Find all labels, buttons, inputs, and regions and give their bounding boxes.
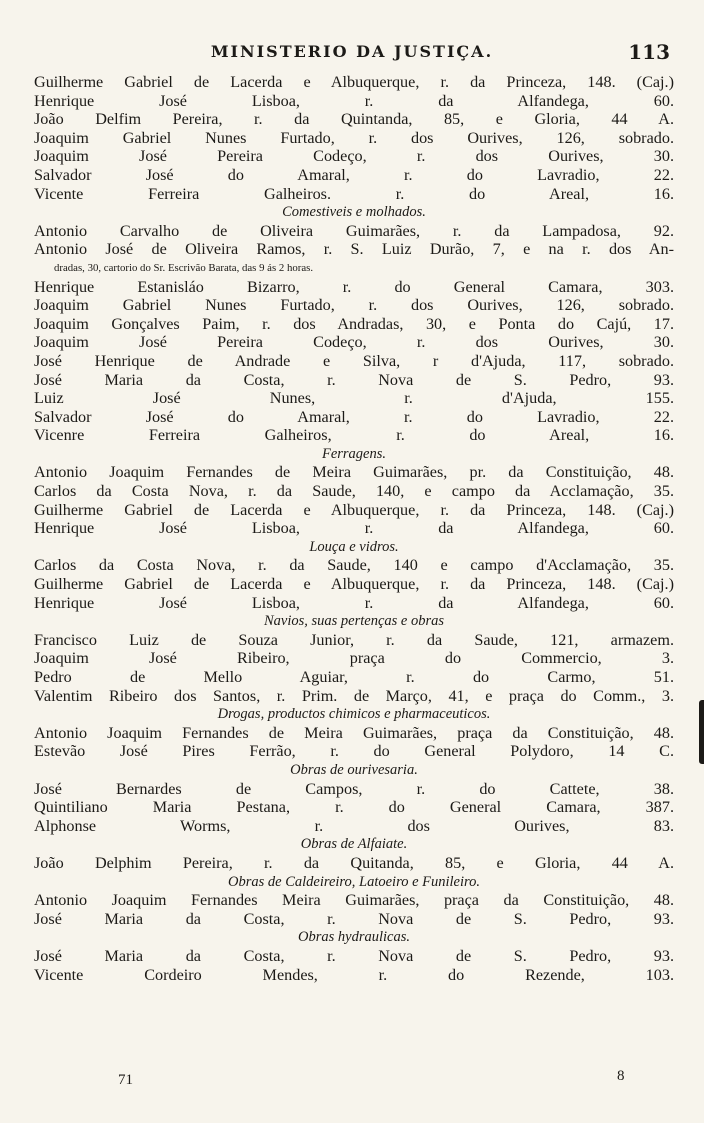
entry-line: Antonio Joaquim Fernandes de Meira Guimarães, praça da Constituição, 48.	[34, 723, 674, 742]
directory-listing	[34, 73, 674, 984]
header-title: MINISTERIO DA JUSTIÇA.	[210, 42, 494, 61]
signature-mark-left: 71	[118, 1072, 133, 1088]
section-heading: Obras de Alfaiate.	[300, 836, 408, 853]
page-edge-mark	[699, 700, 704, 764]
entry-line: José Maria da Costa, r. Nova de S. Pedro, 93.	[34, 370, 674, 389]
entry-line: Quintiliano Maria Pestana, r. do General Camara, 387.	[34, 798, 674, 817]
entry-line: Joaquim Gabriel Nunes Furtado, r. dos Ourives, 126, sobrado.	[34, 128, 674, 147]
entry-line: Luiz José Nunes, r. d'Ajuda, 155.	[34, 389, 674, 408]
entry-line: Guilherme Gabriel de Lacerda e Albuquerque, r. da Princeza, 148. (Caj.)	[34, 575, 674, 594]
entry-line: Francisco Luiz de Souza Junior, r. da Saude, 121, armazem.	[34, 630, 674, 649]
entry-line: José Maria da Costa, r. Nova de S. Pedro, 93.	[34, 909, 674, 928]
section-heading: Comestiveis e molhados.	[282, 204, 426, 221]
entry-line: Antonio Joaquim Fernandes de Meira Guimarães, pr. da Constituição, 48.	[34, 463, 674, 482]
entry-line: Guilherme Gabriel de Lacerda e Albuquerque, r. da Princeza, 148. (Caj.)	[34, 73, 674, 91]
entry-line: Joaquim José Pereira Codeço, r. dos Ourives, 30.	[34, 333, 674, 352]
entry-line: Henrique José Lisboa, r. da Alfandega, 60.	[34, 91, 674, 110]
section-heading: Navios, suas pertenças e obras	[263, 613, 445, 630]
section-heading: Ferragens.	[321, 445, 387, 462]
entry-line: Antonio Carvalho de Oliveira Guimarães, r. da Lampadosa, 92.	[34, 221, 674, 240]
entry-line: João Delphim Pereira, r. da Quitanda, 85, e Gloria, 44 A.	[34, 853, 674, 872]
entry-line: Joaquim Gonçalves Paim, r. dos Andradas, 30, e Ponta do Cajú, 17.	[34, 314, 674, 333]
section-heading: Obras de Caldeireiro, Latoeiro e Funileiro.	[228, 873, 480, 890]
entry-line: Joaquim José Pereira Codeço, r. dos Ourives, 30.	[34, 147, 674, 166]
entry-line: Antonio Joaquim Fernandes Meira Guimarães, praça da Constituição, 48.	[34, 891, 674, 910]
entry-line: Vicenre Ferreira Galheiros, r. do Areal, 16.	[34, 426, 674, 445]
entry-line: Joaquim José Ribeiro, praça do Commercio, 3.	[34, 649, 674, 668]
entry-line: Vicente Cordeiro Mendes, r. do Rezende, 103.	[34, 965, 674, 984]
entry-line-continuation: dradas, 30, cartorio do Sr. Escrivão Barata, das 9 ás 2 horas.	[54, 261, 314, 274]
section-heading: Obras de ourivesaria.	[290, 761, 418, 778]
entry-line: José Maria da Costa, r. Nova de S. Pedro, 93.	[34, 946, 674, 965]
entry-line: Joaquim Gabriel Nunes Furtado, r. dos Ourives, 126, sobrado.	[34, 296, 674, 315]
running-header	[0, 40, 704, 68]
entry-line: Guilherme Gabriel de Lacerda e Albuquerque, r. da Princeza, 148. (Caj.)	[34, 500, 674, 519]
entry-line: Alphonse Worms, r. dos Ourives, 83.	[34, 816, 674, 835]
page-number: 113	[628, 40, 670, 64]
entry-line: Vicente Ferreira Galheiros. r. do Areal, 16.	[34, 184, 674, 203]
entry-line: Henrique José Lisboa, r. da Alfandega, 60.	[34, 593, 674, 612]
section-heading: Drogas, productos chimicos e pharmaceuticos.	[217, 706, 491, 723]
entry-line: Antonio José de Oliveira Ramos, r. S. Luiz Durão, 7, e na r. dos An-	[34, 240, 674, 259]
entry-line: Pedro de Mello Aguiar, r. do Carmo, 51.	[34, 668, 674, 686]
entry-line: João Delfim Pereira, r. da Quintanda, 85, e Gloria, 44 A.	[34, 110, 674, 129]
section-heading: Louça e vidros.	[309, 538, 399, 555]
signature-mark-right: 8	[617, 1068, 625, 1084]
entry-line: Salvador José do Amaral, r. do Lavradio, 22.	[34, 407, 674, 426]
entry-line: José Henrique de Andrade e Silva, r d'Ajuda, 117, sobrado.	[34, 351, 674, 370]
entry-line: Henrique Estanisláo Bizarro, r. do General Camara, 303.	[34, 277, 674, 296]
entry-line: Carlos da Costa Nova, r. da Saude, 140, e campo da Acclamação, 35.	[34, 482, 674, 501]
entry-line: Henrique José Lisboa, r. da Alfandega, 60.	[34, 519, 674, 538]
entry-line: Carlos da Costa Nova, r. da Saude, 140 e campo d'Acclamação, 35.	[34, 556, 674, 575]
section-heading: Obras hydraulicas.	[298, 929, 410, 946]
entry-line: José Bernardes de Campos, r. do Cattete, 38.	[34, 779, 674, 798]
entry-line: Estevão José Pires Ferrão, r. do General Polydoro, 14 C.	[34, 742, 674, 761]
entry-line: Valentim Ribeiro dos Santos, r. Prim. de Março, 41, e praça do Comm., 3.	[34, 686, 674, 705]
entry-line: Salvador José do Amaral, r. do Lavradio, 22.	[34, 165, 674, 184]
